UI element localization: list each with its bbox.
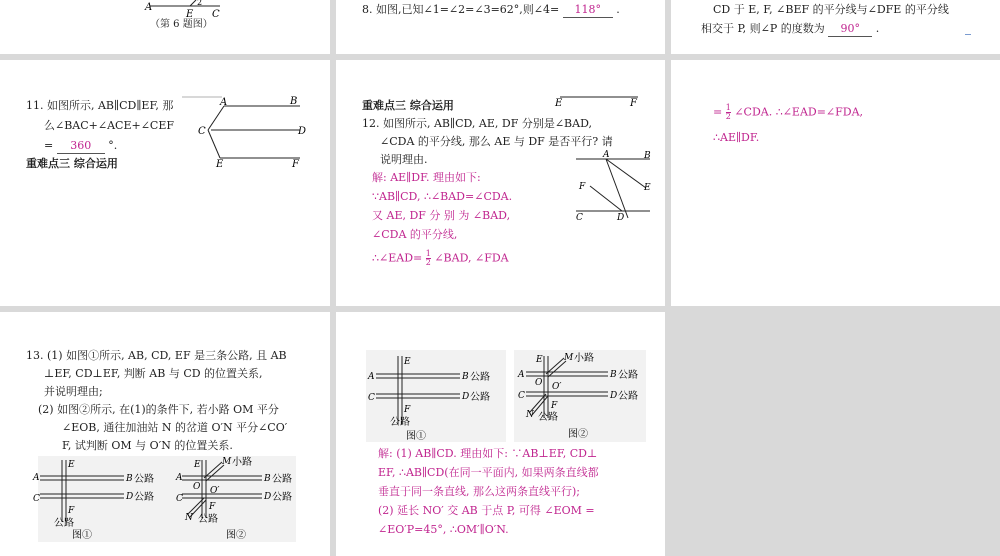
- q13-f2-label-m: M: [222, 457, 232, 467]
- q13ans-line1: 解: (1) AB∥CD. 理由如下: ∵AB⊥EF, CD⊥: [378, 447, 598, 460]
- q11-eq: =: [44, 139, 54, 152]
- q13-line4: (2) 如图②所示, 在(1)的条件下, 若小路 OM 平分: [38, 403, 279, 416]
- q12-top-label-e: E: [555, 98, 563, 109]
- q13ans-fig2-caption: 图②: [568, 429, 588, 440]
- q13ans-f1-label-f: F: [404, 405, 411, 415]
- q13ans-f1-road-f: 公路: [390, 417, 410, 428]
- q13-f2-label-o-prime: O′: [210, 486, 220, 496]
- q13ans-f1-label-e: E: [404, 357, 411, 367]
- q11-diagram: [0, 60, 330, 306]
- q12-line1: 12. 如图所示, AB∥CD, AE, DF 分别是∠BAD,: [362, 117, 593, 130]
- q12c-eq: =: [713, 105, 723, 119]
- panel-q11: [0, 60, 330, 306]
- q13ans-f2-label-o: O: [535, 378, 543, 388]
- panel-empty: [671, 312, 1000, 556]
- q13ans-f1-label-c: C: [368, 393, 375, 403]
- q12-ans-line2: ∵AB∥CD, ∴∠BAD=∠CDA.: [372, 190, 513, 203]
- q-right-end: .: [875, 22, 880, 35]
- fig6-label-c: C: [212, 9, 220, 20]
- q13-f1-label-d: D: [126, 492, 134, 502]
- q12-diagram: [336, 60, 665, 306]
- q13-f2-label-b: B: [264, 474, 271, 484]
- q13-fig1-caption: 图①: [72, 530, 92, 541]
- q13ans-f2-road-d: 公路: [618, 391, 638, 402]
- q13ans-line5: ∠EO′P=45°, ∴OM′∥O′N.: [378, 523, 509, 536]
- q12-ans5-post: ∠BAD, ∠FDA: [434, 251, 509, 265]
- q11-line2: 么∠BAC+∠ACE+∠CEF: [44, 119, 174, 132]
- q13-f1-label-e: E: [68, 460, 75, 470]
- q13ans-f1-road-b: 公路: [470, 372, 490, 383]
- q12-line3: 说明理由.: [380, 153, 428, 166]
- q13ans-f1-label-b: B: [462, 372, 469, 382]
- q12-label-e: E: [644, 183, 651, 193]
- panel-q13: [0, 312, 330, 556]
- q13-f2-label-d: D: [264, 492, 272, 502]
- fig6-caption: （第 6 题图）: [150, 19, 213, 30]
- small-mark: [965, 34, 971, 35]
- q12c-fraction: [726, 104, 731, 121]
- q-right-answer: 90°: [828, 21, 872, 37]
- q11-label-c: C: [198, 126, 206, 137]
- q-right-line2-wrap: [701, 21, 879, 37]
- q12-frac-num: 1: [425, 249, 431, 258]
- q13-f1-label-b: B: [126, 474, 133, 484]
- q13-f2-label-f: F: [209, 502, 216, 512]
- q-right-line2: 相交于 P, 则∠P 的度数为: [701, 22, 825, 35]
- q12-label-a: A: [603, 150, 610, 160]
- q13ans-f2-label-o-prime: O′: [552, 382, 562, 392]
- q8-text: 8. 如图,已知∠1=∠2=∠3=62°,则∠4=: [362, 3, 560, 16]
- q13-f1-label-f: F: [68, 506, 75, 516]
- q12-ans-line4: ∠CDA 的平分线,: [372, 228, 458, 241]
- q13ans-f2-road-b: 公路: [618, 370, 638, 381]
- q13-f1-road-d: 公路: [134, 492, 154, 503]
- q13ans-line3: 垂直于同一条直线, 那么这两条直线平行);: [378, 485, 580, 498]
- q13-line5: ∠EOB, 通往加油站 N 的岔道 O′N 平分∠CO′: [62, 421, 288, 434]
- q12-ans5-pre: ∴∠EAD=: [372, 251, 423, 265]
- q11-label-e: E: [216, 159, 224, 170]
- q12-label-d: D: [617, 213, 625, 223]
- q13-figures: [0, 312, 330, 556]
- q13-f2-road-f: 公路: [198, 514, 218, 525]
- q13ans-figure1: [366, 350, 506, 442]
- q13-line3: 并说明理由;: [44, 385, 103, 398]
- q12-top-label-f: F: [630, 98, 637, 109]
- q13-figure1: [32, 456, 178, 542]
- q13ans-f2-label-a: A: [518, 370, 525, 380]
- q11-line1: 11. 如图所示, AB∥CD∥EF, 那: [26, 99, 174, 112]
- q13-f2-label-e: E: [194, 460, 201, 470]
- q13ans-f2-road-f: 公路: [538, 412, 558, 423]
- q13ans-f1-label-d: D: [462, 392, 470, 402]
- q13-f2-small-road: 小路: [232, 457, 252, 468]
- q11-label-a: A: [220, 97, 228, 108]
- q13-f2-label-o: O: [193, 482, 201, 492]
- q13ans-f2-label-m: M: [564, 353, 574, 363]
- q12-ans-line1: 解: AE∥DF. 理由如下:: [372, 171, 481, 184]
- q13-f2-label-c: C: [176, 494, 183, 504]
- fig6-label-2: 2: [197, 0, 203, 7]
- q11-answer: 360: [57, 138, 105, 154]
- q13-figure2: [175, 455, 296, 542]
- panel-q13-answer: [336, 312, 665, 556]
- q13-line2: ⊥EF, CD⊥EF, 判断 AB 与 CD 的位置关系,: [44, 367, 263, 380]
- q8-end: .: [616, 3, 620, 16]
- q13-f2-label-a: A: [176, 473, 183, 483]
- q11-label-d: D: [298, 126, 307, 137]
- q13ans-f1-road-d: 公路: [470, 392, 490, 403]
- q12-label-f: F: [579, 182, 586, 192]
- q13ans-figures: [336, 312, 665, 556]
- q13-f2-road-d: 公路: [272, 492, 292, 503]
- q11-label-f: F: [292, 159, 299, 170]
- q13ans-fig1-caption: 图①: [406, 431, 426, 442]
- q12-section-heading: 重难点三 综合运用: [362, 99, 454, 112]
- q13ans-line2: EF, ∴AB∥CD(在同一平面内, 如果两条直线都: [378, 466, 599, 479]
- q-right-line1: CD 于 E, F, ∠BEF 的平分线与∠DFE 的平分线: [713, 3, 949, 16]
- q11-section-heading: 重难点三 综合运用: [26, 157, 118, 170]
- q13-f1-road-b: 公路: [134, 474, 154, 485]
- q11-unit: °.: [108, 139, 118, 152]
- q13ans-figure2: [514, 350, 646, 442]
- panel-top-right: [671, 0, 1000, 54]
- q13-f2-road-b: 公路: [272, 474, 292, 485]
- q13-line1: 13. (1) 如图①所示, AB, CD, EF 是三条公路, 且 AB: [26, 349, 287, 362]
- panel-q12: [336, 60, 665, 306]
- q12c-line1: [713, 104, 863, 121]
- q12-label-c: C: [576, 213, 583, 223]
- panel-q12-continued: [671, 60, 1000, 306]
- q13ans-f1-label-a: A: [368, 372, 375, 382]
- fig6-label-e: E: [186, 9, 194, 20]
- q12c-frac-den: 2: [725, 112, 731, 121]
- q8-question: [362, 2, 620, 18]
- q13-fig2-caption: 图②: [226, 530, 246, 541]
- q12-label-b: B: [644, 151, 651, 161]
- q13ans-f2-label-e: E: [536, 355, 543, 365]
- panel-top-middle: [336, 0, 665, 54]
- q13ans-f2-label-b: B: [610, 370, 617, 380]
- panel-top-left: [0, 0, 330, 54]
- q12-line2: ∠CDA 的平分线, 那么 AE 与 DF 是否平行? 请: [380, 135, 613, 148]
- q13ans-f2-label-c: C: [518, 391, 525, 401]
- q13ans-f2-label-d: D: [610, 391, 618, 401]
- q11-label-b: B: [290, 96, 298, 107]
- q13ans-line4: (2) 延长 NO′ 交 AB 于点 P, 可得 ∠EOM =: [378, 504, 595, 517]
- q12-ans-line3: 又 AE, DF 分 别 为 ∠BAD,: [372, 209, 511, 222]
- q12c-line2: ∴AE∥DF.: [713, 131, 760, 144]
- q13ans-f2-label-f: F: [551, 401, 558, 411]
- q13-f1-label-a: A: [33, 473, 40, 483]
- q13-f1-road-f: 公路: [54, 518, 74, 529]
- q13ans-f2-small-road: 小路: [574, 353, 594, 364]
- q12c-line1-post: ∠CDA. ∴∠EAD=∠FDA,: [734, 105, 864, 119]
- q13-f1-label-c: C: [33, 494, 40, 504]
- q12c-frac-num: 1: [725, 103, 731, 112]
- q12-frac-den: 2: [425, 258, 431, 267]
- q8-answer: 118°: [563, 2, 613, 18]
- q13-line6: F, 试判断 OM 与 O′N 的位置关系.: [62, 439, 233, 452]
- q13-f2-label-n: N: [185, 513, 193, 523]
- fig6-label-a: A: [145, 2, 153, 13]
- q13ans-f2-label-n: N: [526, 410, 534, 420]
